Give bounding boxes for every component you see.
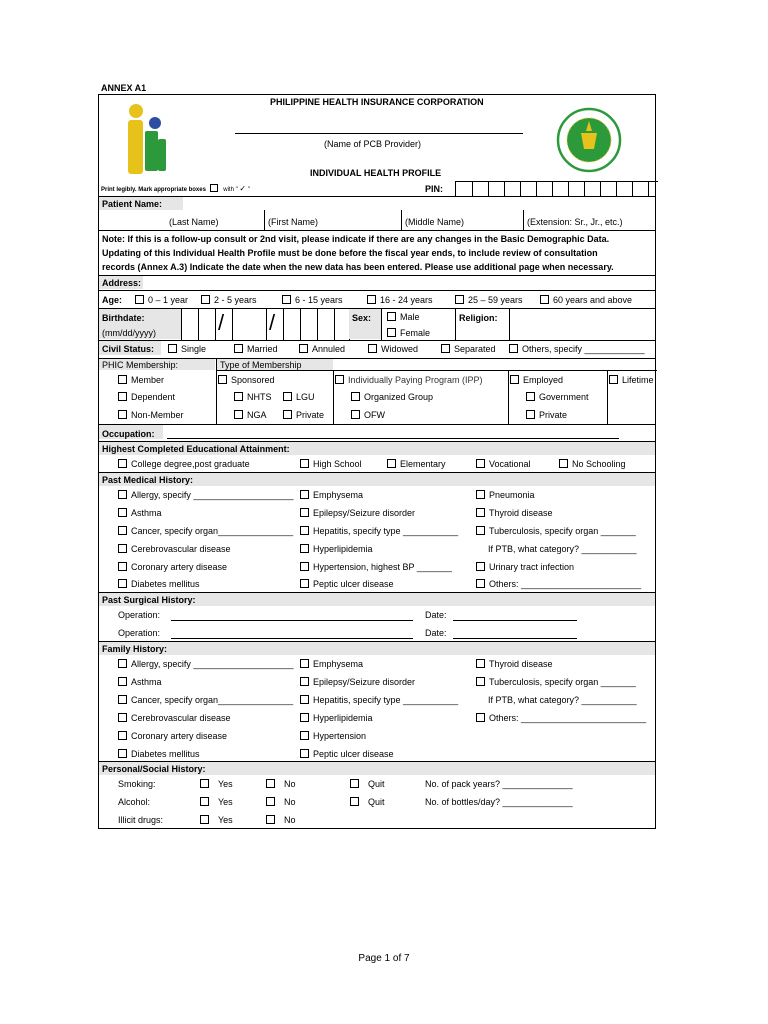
- checkbox[interactable]: [609, 375, 618, 384]
- birthdate-boxes[interactable]: [181, 308, 349, 340]
- smoking-quit[interactable]: Quit: [350, 779, 385, 789]
- fh-item[interactable]: Hypertension: [300, 731, 366, 741]
- checkbox[interactable]: [234, 410, 243, 419]
- fh-item[interactable]: Others: _________________________: [476, 713, 646, 723]
- family-history-label: Family History:: [102, 644, 168, 654]
- checkbox[interactable]: [300, 508, 309, 517]
- age-option[interactable]: 60 years and above: [540, 295, 632, 305]
- address-field[interactable]: [147, 276, 652, 289]
- date-field[interactable]: [453, 638, 577, 639]
- checkbox[interactable]: [118, 544, 127, 553]
- extension-label[interactable]: (Extension: Sr., Jr., etc.): [527, 217, 623, 227]
- checkbox[interactable]: [387, 312, 396, 321]
- annex-label: ANNEX A1: [101, 83, 147, 93]
- bottles-field[interactable]: No. of bottles/day? ______________: [425, 797, 573, 807]
- checkbox[interactable]: [118, 713, 127, 722]
- page-number: Page 1 of 7: [358, 953, 410, 964]
- civil-status-option[interactable]: Single: [168, 344, 206, 354]
- private-option[interactable]: Private: [283, 410, 324, 420]
- age-option[interactable]: 2 - 5 years: [201, 295, 257, 305]
- education-option[interactable]: No Schooling: [559, 459, 626, 469]
- fh-item[interactable]: Thyroid disease: [476, 659, 553, 669]
- pmh-item[interactable]: Coronary artery disease: [118, 562, 227, 572]
- education-option[interactable]: Elementary: [387, 459, 446, 469]
- print-note-text: Print legibly. Mark appropriate boxes: [101, 187, 206, 193]
- smoking-yes[interactable]: Yes: [200, 779, 233, 789]
- fh-item[interactable]: Coronary artery disease: [118, 731, 227, 741]
- checkbox[interactable]: [201, 295, 210, 304]
- age-option[interactable]: 6 - 15 years: [282, 295, 343, 305]
- checkbox[interactable]: [367, 295, 376, 304]
- form-title: INDIVIDUAL HEALTH PROFILE: [310, 168, 442, 178]
- checkbox[interactable]: [118, 375, 127, 384]
- checkbox[interactable]: [300, 579, 309, 588]
- checkbox[interactable]: [476, 562, 485, 571]
- pmh-item[interactable]: Peptic ulcer disease: [300, 579, 394, 589]
- education-option[interactable]: Vocational: [476, 459, 531, 469]
- checkbox[interactable]: [300, 544, 309, 553]
- age-option[interactable]: 25 – 59 years: [455, 295, 523, 305]
- fh-item[interactable]: Epilepsy/Seizure disorder: [300, 677, 415, 687]
- checkbox[interactable]: [476, 579, 485, 588]
- occupation-label: Occupation:: [102, 429, 155, 439]
- religion-field[interactable]: [510, 309, 656, 339]
- ofw-option[interactable]: OFW: [351, 410, 385, 420]
- religion-label: Religion:: [459, 313, 498, 323]
- checkbox[interactable]: [350, 797, 359, 806]
- education-option[interactable]: College degree,post graduate: [118, 459, 250, 469]
- checkbox[interactable]: [118, 579, 127, 588]
- checkbox[interactable]: [300, 526, 309, 535]
- checkbox[interactable]: [540, 295, 549, 304]
- checkbox[interactable]: [118, 659, 127, 668]
- address-label: Address:: [102, 278, 142, 288]
- fh-item[interactable]: Tuberculosis, specify organ _______: [476, 677, 636, 687]
- checkbox[interactable]: [351, 392, 360, 401]
- print-note: [101, 184, 250, 193]
- fh-item[interactable]: Cancer, specify organ_______________: [118, 695, 293, 705]
- drugs-label: Illicit drugs:: [118, 815, 164, 825]
- education-label: Highest Completed Educational Attainment:: [102, 444, 290, 454]
- close-quote: ": [247, 187, 250, 193]
- checkbox[interactable]: [200, 797, 209, 806]
- operation-field[interactable]: [171, 638, 413, 639]
- date-label: Date:: [425, 610, 447, 620]
- fh-item[interactable]: Hepatitis, specify type ___________: [300, 695, 458, 705]
- provider-name-line[interactable]: [235, 133, 523, 134]
- checkbox[interactable]: [476, 508, 485, 517]
- operation-label: Operation:: [118, 628, 161, 638]
- age-option[interactable]: 0 – 1 year: [135, 295, 188, 305]
- checkbox[interactable]: [118, 490, 127, 499]
- last-name-label[interactable]: (Last Name): [169, 217, 219, 227]
- checkbox[interactable]: [118, 677, 127, 686]
- note-line-1: Note: If this is a follow-up consult or 2nd visit, please indicate if there are any changes in the Basic Demographic Data.: [102, 234, 610, 244]
- checkbox[interactable]: [300, 713, 309, 722]
- sample-checkbox: [210, 184, 218, 192]
- checkbox[interactable]: [300, 731, 309, 740]
- checkbox[interactable]: [509, 344, 518, 353]
- pmh-item[interactable]: Asthma: [118, 508, 162, 518]
- checkbox[interactable]: [118, 695, 127, 704]
- checkbox[interactable]: [218, 375, 227, 384]
- checkbox[interactable]: [476, 677, 485, 686]
- pmh-item[interactable]: Epilepsy/Seizure disorder: [300, 508, 415, 518]
- checkbox[interactable]: [282, 295, 291, 304]
- pin-boxes[interactable]: [455, 181, 658, 197]
- pmh-item[interactable]: Hyperlipidemia: [300, 544, 373, 554]
- alcohol-yes[interactable]: Yes: [200, 797, 233, 807]
- fh-ptb-category[interactable]: If PTB, what category? ___________: [488, 695, 637, 705]
- employed-option[interactable]: Employed: [510, 375, 563, 385]
- ipp-option[interactable]: Individually Paying Program (IPP): [335, 375, 483, 385]
- phic-membership-label: PHIC Membership:: [102, 360, 179, 370]
- checkbox[interactable]: [335, 375, 344, 384]
- checkbox[interactable]: [387, 459, 396, 468]
- civil-status-label: Civil Status:: [102, 344, 155, 354]
- sex-label: Sex:: [352, 313, 372, 323]
- checkbox[interactable]: [300, 490, 309, 499]
- lifetime-option[interactable]: Lifetime: [609, 375, 654, 385]
- checkbox[interactable]: [234, 392, 243, 401]
- checkbox[interactable]: [200, 815, 209, 824]
- pack-years-field[interactable]: No. of pack years? ______________: [425, 779, 573, 789]
- checkbox[interactable]: [510, 375, 519, 384]
- occupation-field[interactable]: [167, 438, 619, 439]
- fh-item[interactable]: Hyperlipidemia: [300, 713, 373, 723]
- seal-logo: [554, 107, 624, 173]
- checkbox[interactable]: [387, 328, 396, 337]
- checkbox[interactable]: [300, 695, 309, 704]
- civil-status-option[interactable]: Widowed: [368, 344, 418, 354]
- checkbox[interactable]: [118, 562, 127, 571]
- drugs-yes[interactable]: Yes: [200, 815, 233, 825]
- first-name-label[interactable]: (First Name): [268, 217, 318, 227]
- pmh-ptb-category[interactable]: If PTB, what category? ___________: [488, 544, 637, 554]
- note-line-3: records (Annex A.3) Indicate the date when the new data has been entered. Please use additional page when necessary.: [102, 262, 614, 272]
- employed-private-option[interactable]: Private: [526, 410, 567, 420]
- smoking-label: Smoking:: [118, 779, 156, 789]
- philhealth-logo: [123, 101, 171, 177]
- checkbox[interactable]: [299, 344, 308, 353]
- sex-male-option[interactable]: Male: [387, 312, 420, 322]
- checkbox[interactable]: [526, 410, 535, 419]
- checkbox[interactable]: [350, 779, 359, 788]
- checkbox[interactable]: [526, 392, 535, 401]
- fh-item[interactable]: Peptic ulcer disease: [300, 749, 394, 759]
- age-label: Age:: [102, 295, 122, 305]
- education-option[interactable]: High School: [300, 459, 362, 469]
- checkbox[interactable]: [300, 677, 309, 686]
- checkbox[interactable]: [300, 659, 309, 668]
- checkbox[interactable]: [300, 562, 309, 571]
- checkbox[interactable]: [351, 410, 360, 419]
- birthdate-label: Birthdate:: [102, 313, 145, 323]
- member-option[interactable]: Member: [118, 375, 164, 385]
- provider-name-label: (Name of PCB Provider): [324, 139, 422, 149]
- checkbox[interactable]: [118, 526, 127, 535]
- checkbox[interactable]: [118, 410, 127, 419]
- date-field[interactable]: [453, 620, 577, 621]
- nga-option[interactable]: NGA: [234, 410, 267, 420]
- sponsored-option[interactable]: Sponsored: [218, 375, 275, 385]
- alcohol-quit[interactable]: Quit: [350, 797, 385, 807]
- civil-status-option[interactable]: Married: [234, 344, 278, 354]
- checkbox[interactable]: [118, 749, 127, 758]
- fh-item[interactable]: Asthma: [118, 677, 162, 687]
- pmh-item[interactable]: Thyroid disease: [476, 508, 553, 518]
- checkbox[interactable]: [118, 392, 127, 401]
- drugs-no[interactable]: No: [266, 815, 296, 825]
- civil-status-option[interactable]: Others, specify ____________: [509, 344, 645, 354]
- checkbox[interactable]: [368, 344, 377, 353]
- alcohol-no[interactable]: No: [266, 797, 296, 807]
- age-option[interactable]: 16 - 24 years: [367, 295, 433, 305]
- pmh-item[interactable]: Diabetes mellitus: [118, 579, 200, 589]
- date-slash: /: [218, 310, 225, 335]
- fh-item[interactable]: Cerebrovascular disease: [118, 713, 231, 723]
- checkbox[interactable]: [300, 459, 309, 468]
- civil-status-option[interactable]: Separated: [441, 344, 496, 354]
- checkbox[interactable]: [168, 344, 177, 353]
- checkbox[interactable]: [200, 779, 209, 788]
- birthdate-format: (mm/dd/yyyy): [102, 328, 156, 338]
- past-surgical-label: Past Surgical History:: [102, 595, 196, 605]
- pmh-item[interactable]: Emphysema: [300, 490, 363, 500]
- patient-name-label: Patient Name:: [102, 199, 163, 209]
- health-profile-form: [98, 94, 656, 829]
- government-option[interactable]: Government: [526, 392, 589, 402]
- organized-group-option[interactable]: Organized Group: [351, 392, 433, 402]
- checkbox[interactable]: [118, 508, 127, 517]
- checkbox[interactable]: [234, 344, 243, 353]
- pmh-item[interactable]: Cancer, specify organ_______________: [118, 526, 293, 536]
- checkbox[interactable]: [118, 459, 127, 468]
- fh-item[interactable]: Diabetes mellitus: [118, 749, 200, 759]
- fh-item[interactable]: Allergy, specify ____________________: [118, 659, 293, 669]
- smoking-no[interactable]: No: [266, 779, 296, 789]
- checkbox[interactable]: [441, 344, 450, 353]
- checkbox[interactable]: [455, 295, 464, 304]
- checkbox[interactable]: [266, 797, 275, 806]
- past-medical-label: Past Medical History:: [102, 475, 194, 485]
- corporation-name: PHILIPPINE HEALTH INSURANCE CORPORATION: [270, 97, 484, 107]
- checkbox[interactable]: [476, 459, 485, 468]
- pmh-item[interactable]: Hypertension, highest BP _______: [300, 562, 452, 572]
- pmh-item[interactable]: Cerebrovascular disease: [118, 544, 231, 554]
- checkbox[interactable]: [476, 713, 485, 722]
- checkbox[interactable]: [283, 392, 292, 401]
- civil-status-option[interactable]: Annuled: [299, 344, 345, 354]
- with-text: with ": [223, 187, 238, 193]
- pmh-item[interactable]: Hepatitis, specify type ___________: [300, 526, 458, 536]
- type-membership-label: Type of Membership: [220, 360, 302, 370]
- date-slash: /: [269, 310, 276, 335]
- checkbox[interactable]: [283, 410, 292, 419]
- fh-item[interactable]: Emphysema: [300, 659, 363, 669]
- note-line-2: Updating of this Individual Health Profile must be done before the fiscal year ends, to include review of consultation: [102, 248, 598, 258]
- non-member-option[interactable]: Non-Member: [118, 410, 184, 420]
- checkbox[interactable]: [266, 779, 275, 788]
- pin-label: PIN:: [425, 184, 443, 194]
- checkbox[interactable]: [476, 490, 485, 499]
- pmh-item[interactable]: Urinary tract infection: [476, 562, 574, 572]
- dependent-option[interactable]: Dependent: [118, 392, 175, 402]
- checkbox[interactable]: [266, 815, 275, 824]
- checkbox[interactable]: [300, 749, 309, 758]
- pmh-item[interactable]: Pneumonia: [476, 490, 535, 500]
- check-glyph: ✓: [239, 184, 247, 193]
- checkbox[interactable]: [476, 659, 485, 668]
- sex-female-option[interactable]: Female: [387, 328, 430, 338]
- operation-label: Operation:: [118, 610, 161, 620]
- alcohol-label: Alcohol:: [118, 797, 151, 807]
- nhts-option[interactable]: NHTS: [234, 392, 272, 402]
- pmh-item[interactable]: Tuberculosis, specify organ _______: [476, 526, 636, 536]
- social-history-label: Personal/Social History:: [102, 764, 206, 774]
- pmh-item[interactable]: Allergy, specify ____________________: [118, 490, 293, 500]
- date-label: Date:: [425, 628, 447, 638]
- checkbox[interactable]: [559, 459, 568, 468]
- middle-name-label[interactable]: (Middle Name): [405, 217, 465, 227]
- operation-field[interactable]: [171, 620, 413, 621]
- lgu-option[interactable]: LGU: [283, 392, 315, 402]
- checkbox[interactable]: [118, 731, 127, 740]
- pmh-item[interactable]: Others: ________________________: [476, 579, 641, 589]
- checkbox[interactable]: [135, 295, 144, 304]
- checkbox[interactable]: [476, 526, 485, 535]
